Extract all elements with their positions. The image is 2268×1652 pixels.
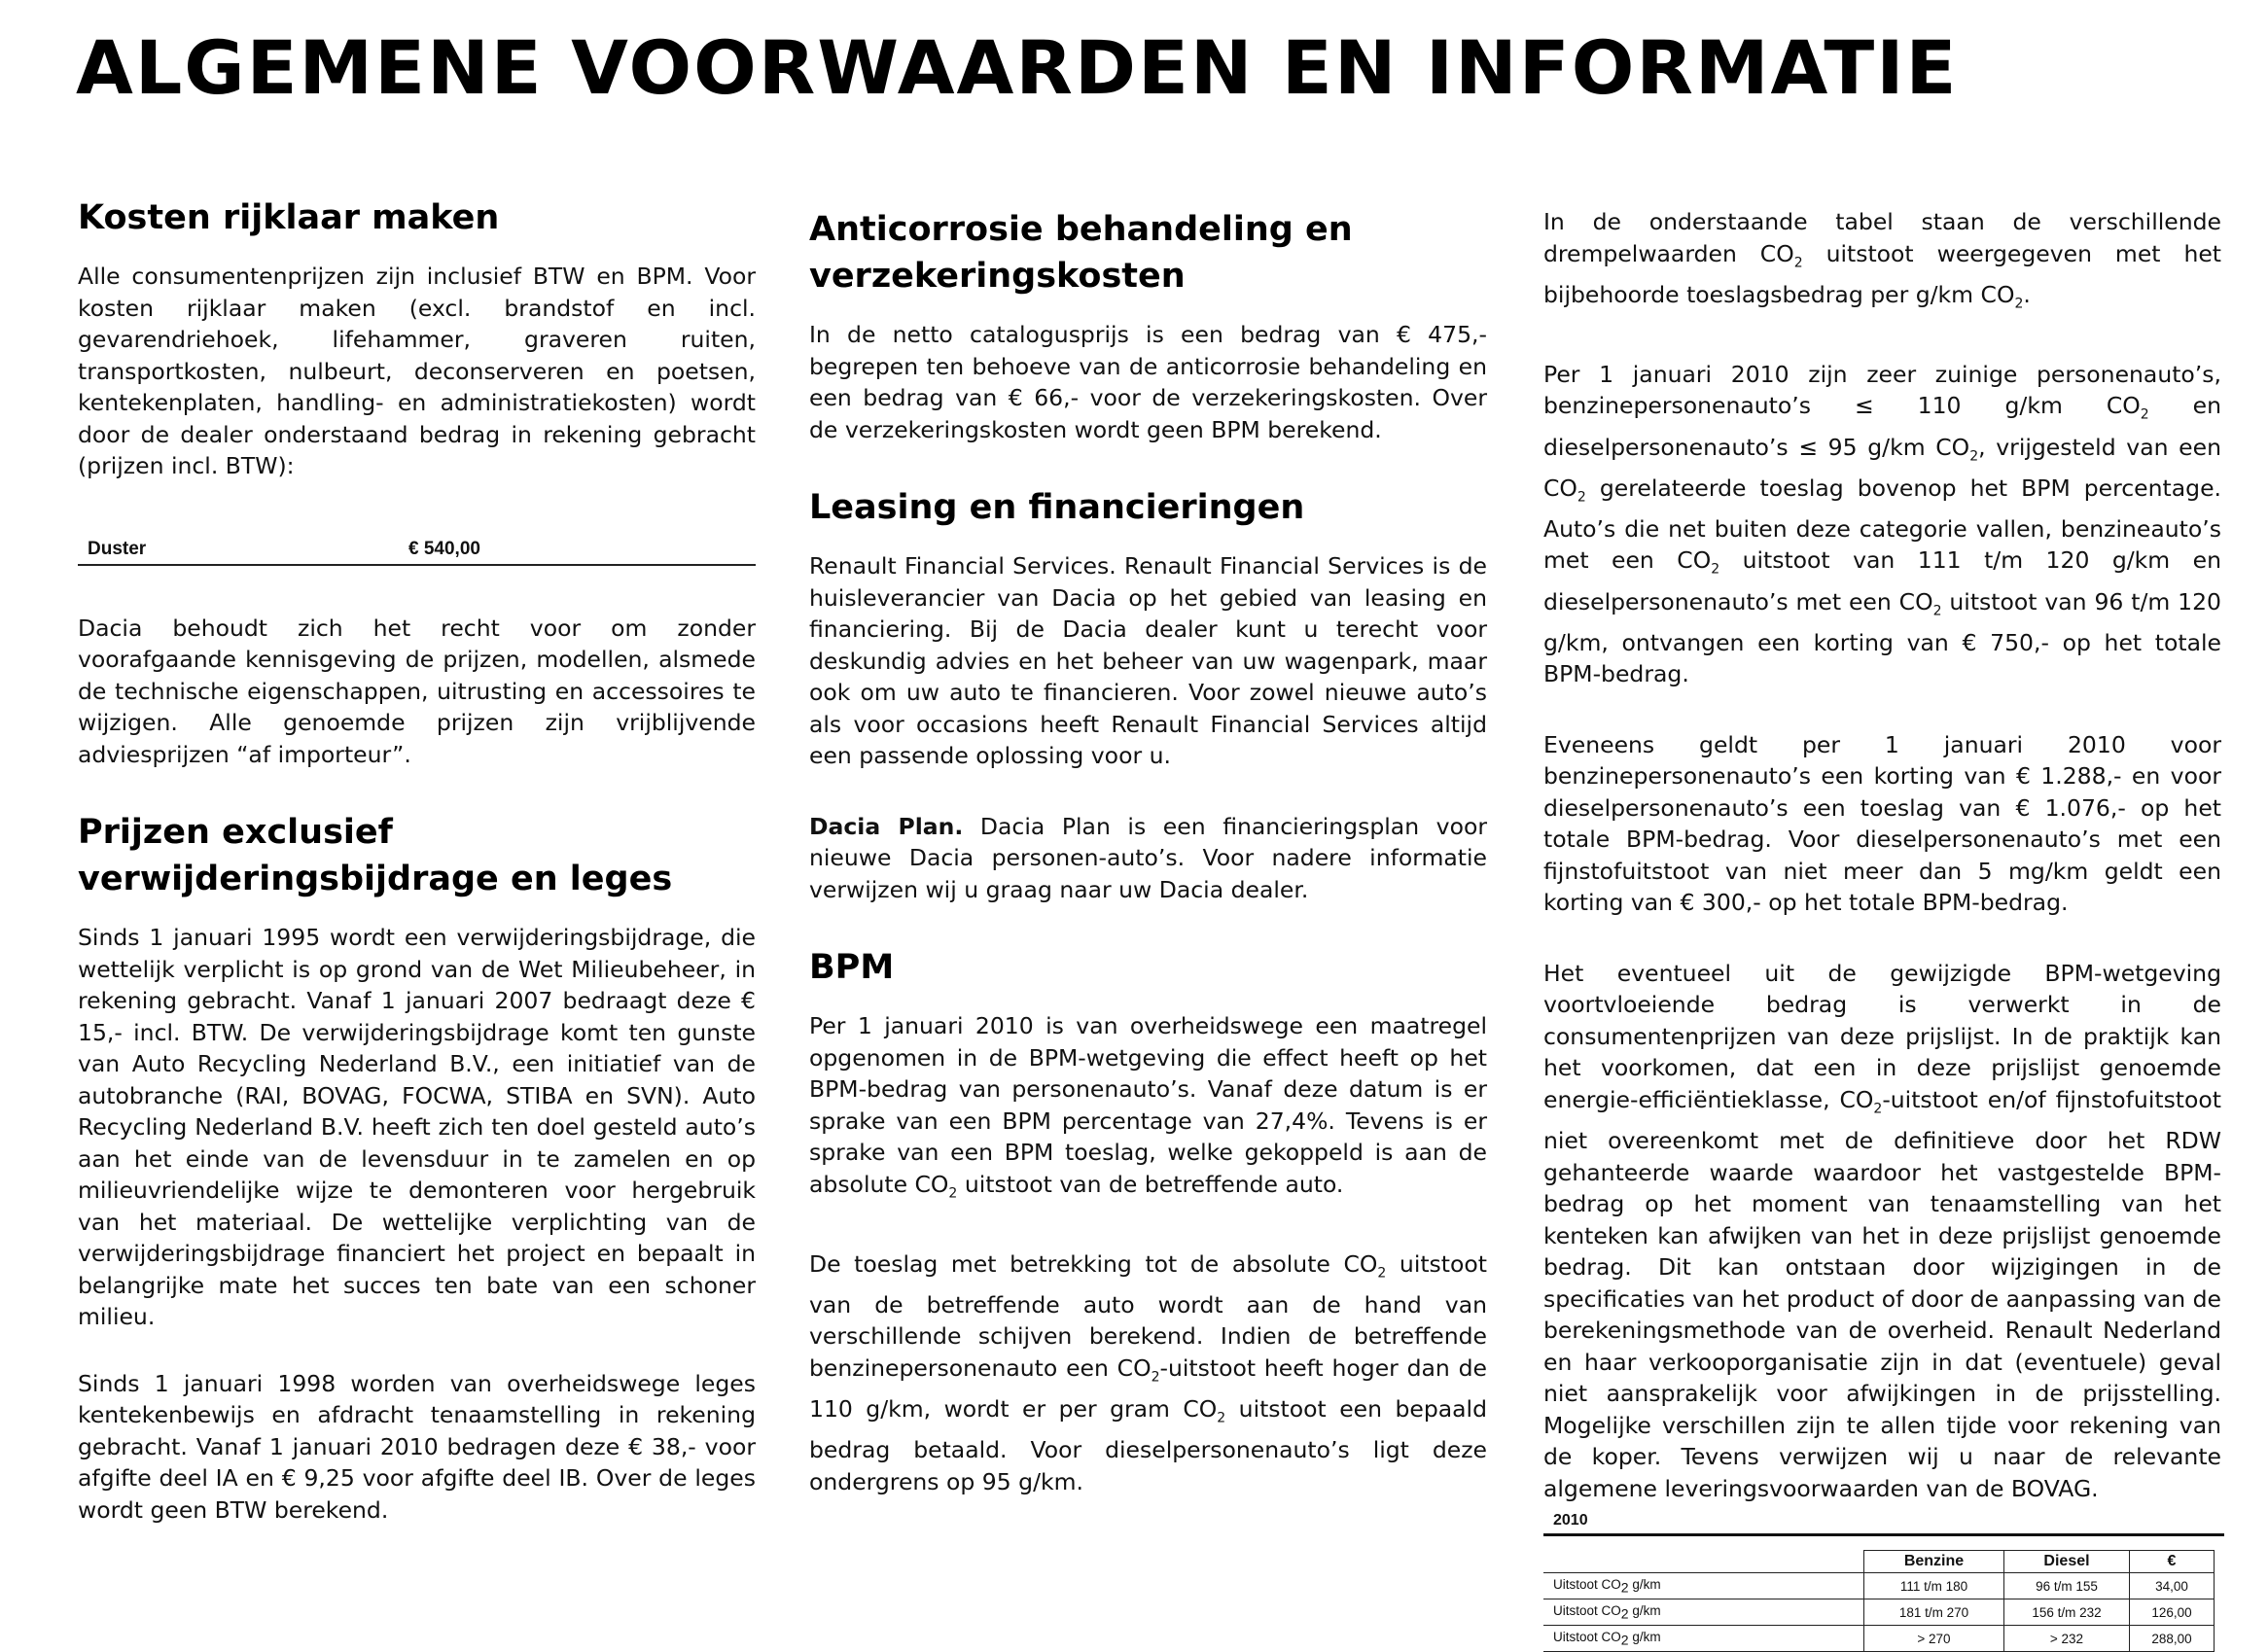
table-header-blank — [1543, 1551, 1864, 1573]
paragraph-eveneens: Eveneens geldt per 1 januari 2010 voor benzinepersonenauto’s een korting van € 1.288,- en voor dieselpersonenauto’s een toeslag van € 1.076,- op het totale BPM-bedrag. Voor dieselpersonenauto’s met een fijnstofuitstoot van niet meer dan 5 mg/km geldt een korting van € 300,- op het totale BPM-bedrag. — [1543, 730, 2221, 917]
price-model: Duster — [88, 538, 147, 559]
paragraph-sinds-1995: Sinds 1 januari 1995 wordt een verwijderingsbijdrage, die wettelijk verplicht is op grond van de Wet Milieubeheer, in rekening gebracht. Vanaf 1 januari 2007 bedraagt deze € 15,- incl. BTW. De verwijderingsbijdrage komt ten gunste van Auto Recycling Nederland B.V., een initiatief van de autobranche (RAI, BOVAG, FOCWA, STIBA en SVN). Auto Recycling Nederland B.V. heeft zich ten doel gesteld auto’s aan het einde van de levensduur in te zamelen en op milieuvriendelijke wijze te demonteren voor hergebruik van het materiaal. De wettelijke verplichting van de verwijderingsbijdrage financiert het project en bepaalt in belangrijke mate het succes ten bate van een schoner milieu. — [78, 924, 756, 1330]
dacia-plan-text: Dacia Plan is een financieringsplan voor nieuwe Dacia personen-auto’s. Voor nadere informatie verwijzen wij u graag naar uw Dacia dealer. — [809, 812, 1488, 903]
cell-diesel: 96 t/m 155 — [2004, 1573, 2130, 1599]
table-header-diesel: Diesel — [2004, 1551, 2130, 1573]
row-label: Uitstoot $CO_2$ g/km — [1543, 1573, 1864, 1599]
table-row — [1543, 1599, 2215, 1626]
paragraph-renault-financial: Renault Financial Services. Renault Financial Services is de huisleverancier van Dacia op het gebied van leasing en financiering. Bij de Dacia dealer kunt u terecht voor deskundig advies en het beheer van uw wagenpark, maar ook om uw auto te financieren. Voor zowel nieuwe auto’s als voor occasions heeft Renault Financial Services altijd een passende oplossing voor u. — [809, 552, 1487, 769]
price-row-duster — [78, 531, 756, 566]
cell-diesel: > 232 — [2004, 1626, 2130, 1652]
paragraph-eventueel: Het eventueel uit de gewijzigde BPM-wetgeving voortvloeiende bedrag is verwerkt in de consumentenprijzen van deze prijslijst. In de praktijk kan het voorkomen, dat een in deze prijslijst genoemde energie-efficiëntieklasse, $CO_2$-uitstoot en/of fijnstofuitstoot niet overeenkomt met de definitieve door het RDW gehanteerde waarde waardoor het vastgestelde BPM-bedrag op het moment van tenaamstelling van het kenteken kan afwijken van het in deze prijslijst genoemde bedrag. Dit kan ontstaan door wijzigingen in de specificaties van het product of door de aanpassing van de berekeningsmethode van de overheid. Renault Nederland en haar verkooporganisatie zijn in dat (eventuele) geval niet aansprakelijk voor afwijkingen in de prijsstelling. Mogelijke verschillen zijn te allen tijde voor rekening van de koper. Tevens verwijzen wij u naar de relevante algemene leveringsvoorwaarden van de BOVAG. — [1543, 959, 2221, 1502]
paragraph-anticorrosie: In de netto catalogusprijs is een bedrag van € 475,- begrepen ten behoeve van de anticorrosie behandeling en een bedrag van € 66,- voor de verzekeringskosten. Over de verzekeringskosten wordt geen BPM berekend. — [809, 321, 1487, 443]
cell-euro: 288,00 — [2130, 1626, 2215, 1652]
co2-table-block — [1543, 1512, 2221, 1652]
cell-euro: 34,00 — [2130, 1573, 2215, 1599]
heading-prijzen-exclusief: Prijzen exclusief verwijderingsbijdrage en leges — [78, 813, 673, 898]
paragraph-sinds-1998: Sinds 1 januari 1998 worden van overheidswege leges kentekenbewijs en afdracht tenaamstelling in rekening gebracht. Vanaf 1 januari 2010 bedragen deze € 38,- voor afgifte deel IA en € 9,25 voor afgifte deel IB. Over de leges wordt geen BTW berekend. — [78, 1369, 756, 1524]
paragraph-dacia-plan — [809, 811, 1487, 906]
price-value: € 540,00 — [408, 538, 480, 559]
table-row — [1543, 1626, 2215, 1652]
table-row — [1543, 1573, 2215, 1599]
table-header-benzine: Benzine — [1864, 1551, 2004, 1573]
paragraph-bpm-toeslag: De toeslag met betrekking tot de absolute $CO_2$ uitstoot van de betreffende auto wordt aan de hand van verschillende schijven berekend. Indien de betreffende benzinepersonenauto een $CO_2$-uitstoot heeft hoger dan de 110 g/km, wordt er per gram $CO_2$ uitstoot een bepaald bedrag betaald. Voor dieselpersonenauto’s ligt deze ondergrens op 95 g/km. — [809, 1249, 1487, 1495]
table-year: 2010 — [1543, 1512, 2224, 1536]
heading-anticorrosie: Anticorrosie behandeling en verzekeringskosten — [809, 210, 1353, 296]
heading-bpm: BPM — [809, 948, 895, 987]
row-label: Uitstoot $CO_2$ g/km — [1543, 1599, 1864, 1626]
column-left — [78, 194, 756, 1564]
heading-leasing: Leasing en financieringen — [809, 488, 1305, 527]
dacia-plan-lead: Dacia Plan. — [809, 812, 964, 840]
cell-euro: 126,00 — [2130, 1599, 2215, 1626]
page-title: ALGEMENE VOORWAARDEN EN INFORMATIE — [76, 24, 1959, 111]
paragraph-zuinige-auto: Per 1 januari 2010 zijn zeer zuinige personenauto’s, benzinepersonenauto’s ≤ 110 g/km $CO_2$ en dieselpersonenauto’s ≤ 95 g/km $CO_2$, vrijgesteld van een $CO_2$ gerelateerde toeslag bovenop het BPM percentage. Auto’s die net buiten deze categorie vallen, benzineauto’s met een $CO_2$ uitstoot van 111 t/m 120 g/km en dieselpersonenauto’s met een $CO_2$ uitstoot van 96 t/m 120 g/km, ontvangen een korting van € 750,- op het totale BPM-bedrag. — [1543, 360, 2222, 688]
paragraph-tabel-intro: In de onderstaande tabel staan de verschillende drempelwaarden $CO_2$ uitstoot weergegeven met het bijbehoorde toeslagsbedrag per g/km $CO_2$. — [1543, 208, 2222, 312]
heading-kosten-rijklaar: Kosten rijklaar maken — [78, 198, 500, 237]
column-middle — [809, 206, 1487, 1536]
cell-benzine: 181 t/m 270 — [1864, 1599, 2004, 1626]
paragraph-bpm-maatregel: Per 1 januari 2010 is van overheidswege een maatregel opgenomen in de BPM-wetgeving die effect heeft op het BPM-bedrag van personenauto’s. Vanaf deze datum is er sprake van een BPM percentage van 27,4%. Tevens is er sprake van een BPM toeslag, welke gekoppeld is aan de absolute $CO_2$ uitstoot van de betreffende auto. — [809, 1012, 1487, 1202]
table-header-row — [1543, 1551, 2215, 1573]
co2-toeslag-table — [1543, 1550, 2215, 1652]
cell-benzine: 111 t/m 180 — [1864, 1573, 2004, 1599]
paragraph-dacia-voorbehoud: Dacia behoudt zich het recht voor om zonder voorafgaande kennisgeving de prijzen, modellen, alsmede de technische eigenschappen, uitrusting en accessoires te wijzigen. Alle genoemde prijzen zijn vrijblijvende adviesprijzen “af importeur”. — [78, 614, 756, 768]
column-right — [1543, 206, 2221, 1652]
table-header-euro: € — [2130, 1551, 2215, 1573]
cell-benzine: > 270 — [1864, 1626, 2004, 1652]
cell-diesel: 156 t/m 232 — [2004, 1599, 2130, 1626]
row-label: Uitstoot $CO_2$ g/km — [1543, 1626, 1864, 1652]
paragraph-kosten-rijklaar: Alle consumentenprijzen zijn inclusief BTW en BPM. Voor kosten rijklaar maken (excl. brandstof en incl. gevarendriehoek, lifehammer, graveren ruiten, transportkosten, nulbeurt, deconserveren en poetsen, kentekenplaten, handling- en administratiekosten) wordt door de dealer onderstaand bedrag in rekening gebracht (prijzen incl. BTW): — [78, 263, 756, 479]
